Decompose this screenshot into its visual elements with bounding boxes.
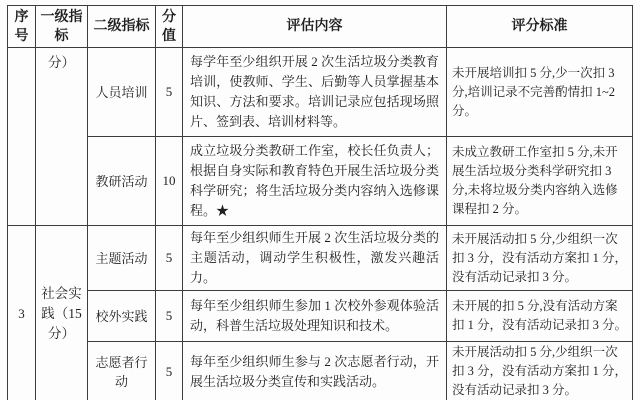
cell-content: 每年至少组织师生参加 1 次校外参观体验活动，科普生活垃圾处理知识和技术。 [183, 291, 447, 342]
cell-criteria: 未开展活动扣 5 分,少组织一次扣 3 分，没有活动方案扣 1 分，没有活动记录扣 3 分。 [447, 342, 633, 400]
header-level1: 一级指标 [36, 6, 88, 48]
cell-content: 每学年至少组织开展 2 次生活垃圾分类教育培训，使教师、学生、后勤等人员掌握基本知识、方法和要求。培训记录应包括现场照片、签到表、培训材料等。 [183, 48, 447, 137]
table-row [8, 226, 633, 291]
rubric-table [7, 5, 633, 400]
cell-score: 5 [156, 342, 183, 400]
header-criteria: 评分标准 [447, 6, 633, 48]
header-index: 序号 [8, 6, 36, 48]
table-row [8, 291, 633, 342]
cell-content: 每年至少组织师生参与 2 次志愿者行动，开展生活垃圾分类宣传和实践活动。 [183, 342, 447, 400]
cell-score: 5 [156, 48, 183, 137]
cell-level1-group2: 社会实践（15 分） [36, 226, 88, 400]
cell-criteria: 未成立教研工作室扣 5 分,未开展生活垃圾分类科学研究扣 3 分,未将垃圾分类内容纳入选修课程扣 2 分。 [447, 137, 633, 226]
cell-criteria: 未开展培训扣 5 分,少一次扣 3 分,培训记录不完善酌情扣 1~2 分。 [447, 48, 633, 137]
cell-content: 成立垃圾分类教研工作室，校长任负责人；根据自身实际和教育特色开展生活垃圾分类科学研究；将生活垃圾分类内容纳入选修课程。★ [183, 137, 447, 226]
cell-level1-group1: 分） [36, 48, 88, 226]
header-content: 评估内容 [183, 6, 447, 48]
cell-level2: 主题活动 [88, 226, 156, 291]
cell-content: 每年至少组织师生开展 2 次生活垃圾分类的主题活动，调动学生积极性，激发兴趣活力。 [183, 226, 447, 291]
cell-level2: 校外实践 [88, 291, 156, 342]
cell-score: 5 [156, 291, 183, 342]
cell-criteria: 未开展的扣 5 分,没有活动方案扣 1 分，没有活动记录扣 3 分。 [447, 291, 633, 342]
cell-index-group1 [8, 48, 36, 226]
cell-criteria: 未开展活动扣 5 分,少组织一次扣 3 分，没有活动方案扣 1 分，没有活动记录扣 3 分。 [447, 226, 633, 291]
header-score: 分值 [156, 6, 183, 48]
table-row [8, 48, 633, 137]
table-row [8, 342, 633, 400]
header-level2: 二级指标 [88, 6, 156, 48]
cell-level2: 人员培训 [88, 48, 156, 137]
header-row [8, 6, 633, 48]
cell-level2: 志愿者行动 [88, 342, 156, 400]
cell-level2: 教研活动 [88, 137, 156, 226]
cell-score: 5 [156, 226, 183, 291]
cell-score: 10 [156, 137, 183, 226]
table-row [8, 137, 633, 226]
cell-index-group2: 3 [8, 226, 36, 400]
